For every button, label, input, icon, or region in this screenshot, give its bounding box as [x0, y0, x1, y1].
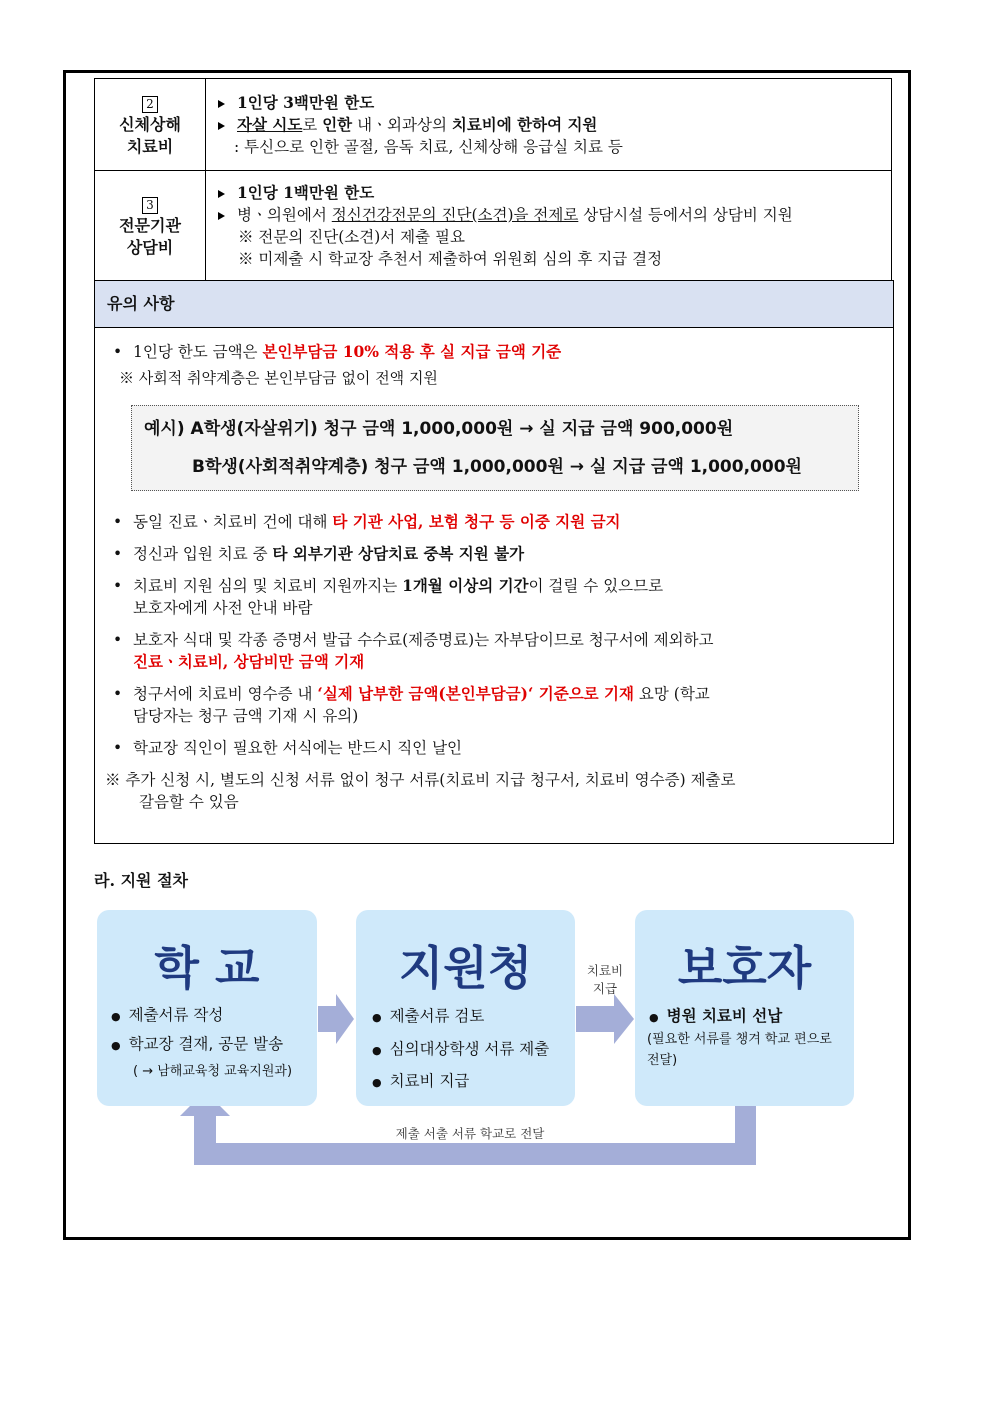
card-item-text: 병원 치료비 선납	[666, 1007, 783, 1025]
category-label: 신체상해	[119, 114, 181, 134]
bullet-icon: ●	[372, 1076, 382, 1089]
note-text: ※ 전문의 진단(소견)서 제출 필요	[238, 227, 465, 246]
card-item	[372, 1069, 469, 1091]
note-emphasis: 1개월 이상의 기간	[402, 576, 529, 595]
category-label: 상담비	[126, 237, 174, 257]
card-item-text: 제출서류 검토	[389, 1007, 485, 1025]
bullet-icon: •	[113, 631, 123, 649]
bullet-icon: •	[113, 577, 123, 595]
suicide-attempt-text: 자살 시도	[237, 114, 303, 134]
card-school	[97, 910, 317, 1106]
note-text: 동일 진료ㆍ치료비 건에 대해	[133, 513, 333, 531]
card-item	[372, 1004, 484, 1026]
note-emphasis: 타 외부기관 상담치료 중복 지원 불가	[272, 544, 525, 563]
item-number: 2	[142, 96, 158, 113]
note-text: 1인당 한도 금액은	[133, 343, 263, 361]
note-text: ※ 미제출 시 학교장 추천서 제출하여 위원회 심의 후 지급 결정	[238, 249, 663, 268]
limit-text: 1인당 1백만원 한도	[237, 182, 375, 202]
bullet-icon: ●	[372, 1011, 382, 1024]
note-emphasis: 본인부담금 10% 적용 후 실 지급 금액 기준	[262, 342, 562, 361]
arrow-label-text: 치료비	[586, 963, 624, 978]
bullet-icon: •	[113, 545, 123, 563]
example-line: 예시) A학생(자살위기) 청구 금액 1,000,000원 → 실 지급 금액 900,000원	[144, 419, 734, 439]
card-item	[111, 1032, 283, 1054]
card-item	[372, 1037, 549, 1059]
notes-title: 유의 사항	[95, 281, 893, 328]
category-label: 전문기관	[119, 215, 181, 235]
bullet-icon: •	[113, 739, 123, 757]
bullet-icon: •	[113, 343, 123, 361]
note-text: ※ 추가 신청 시, 별도의 신청 서류 없이 청구 서류(치료비 지급 청구서, 치료비 영수증) 제출로	[105, 771, 736, 789]
note-text: 정신과 입원 치료 중	[133, 545, 273, 563]
note-text: 이 걸릴 수 있으므로	[528, 577, 664, 595]
bullet-icon: ●	[372, 1044, 382, 1057]
card-item	[111, 1003, 223, 1025]
bullet-icon: ●	[111, 1039, 121, 1052]
note-sub: ※ 사회적 취약계층은 본인부담금 없이 전액 지원	[119, 369, 438, 387]
desc-text: 정신건강전문의 진단(소견)을 전제로	[331, 205, 579, 224]
item-number: 3	[142, 197, 158, 214]
return-label: 제출 서출 서류 학교로 전달	[395, 1126, 545, 1141]
note-text: 치료비 지원 심의 및 치료비 지원까지는	[133, 577, 403, 595]
category-label: 치료비	[126, 136, 174, 156]
card-item-text: 심의대상학생 서류 제출	[389, 1040, 550, 1058]
bullet-icon: ●	[649, 1011, 659, 1024]
arrow-right-icon	[576, 994, 634, 1044]
card-guardian	[635, 910, 854, 1106]
card-item-text: 전달)	[647, 1053, 678, 1068]
note-text: 보호자 식대 및 각종 증명서 발급 수수료(제증명료)는 자부담이므로 청구서에 제외하고	[133, 631, 714, 649]
card-office	[356, 910, 575, 1106]
bullet-icon: •	[113, 513, 123, 531]
card-item-text: 제출서류 작성	[128, 1006, 224, 1024]
desc-text: 치료비에 한하여 지원	[451, 114, 598, 134]
limit-text: 1인당 3백만원 한도	[237, 92, 375, 112]
bullet-icon: •	[113, 685, 123, 703]
arrow-label	[580, 962, 630, 998]
card-item-text: ( → 남해교육청 교육지원과)	[133, 1064, 293, 1079]
card-item-text: (필요한 서류를 챙겨 학교 편으로	[647, 1032, 832, 1047]
note-emphasis: 진료ㆍ치료비, 상담비만 금액 기재	[133, 652, 365, 671]
desc-text: 인한	[322, 114, 353, 134]
arrow-label-text: 지급	[592, 981, 618, 996]
card-item	[649, 1004, 782, 1026]
desc-text: 내ㆍ외과상의	[352, 115, 452, 134]
note-text: 보호자에게 사전 안내 바람	[133, 599, 313, 617]
note-text: 청구서에 치료비 영수증 내	[133, 685, 318, 703]
note-text: 담당자는 청구 금액 기재 시 유의)	[133, 707, 359, 725]
card-title: 보호자	[677, 941, 812, 995]
bullet-icon: ●	[111, 1010, 121, 1023]
note-text: 갈음할 수 있음	[139, 793, 239, 811]
card-title: 학 교	[154, 941, 260, 995]
example-line: B학생(사회적취약계층) 청구 금액 1,000,000원 → 실 지급 금액 1,000,000원	[192, 457, 802, 477]
desc-text: 로	[302, 115, 323, 134]
card-title: 지원청	[398, 941, 533, 995]
note-emphasis: ‘실제 납부한 금액(본인부담금)‘ 기준으로 기재	[317, 684, 634, 703]
note-text: 학교장 직인이 필요한 서식에는 반드시 직인 날인	[133, 739, 463, 757]
example-text: : 투신으로 인한 골절, 음독 치료, 신체상해 응급실 치료 등	[234, 137, 623, 156]
card-item-text: 학교장 결재, 공문 발송	[128, 1035, 284, 1053]
note-emphasis: 타 기관 사업, 보험 청구 등 이중 지원 금지	[332, 512, 621, 531]
arrow-right-icon	[318, 994, 354, 1044]
card-item-text: 치료비 지급	[389, 1072, 470, 1090]
section-title: 라. 지원 절차	[94, 871, 188, 890]
desc-text: 상담시설 등에서의 상담비 지원	[578, 205, 793, 224]
note-text: 요망 (학교	[633, 685, 710, 703]
desc-text: 병ㆍ의원에서	[237, 205, 332, 224]
